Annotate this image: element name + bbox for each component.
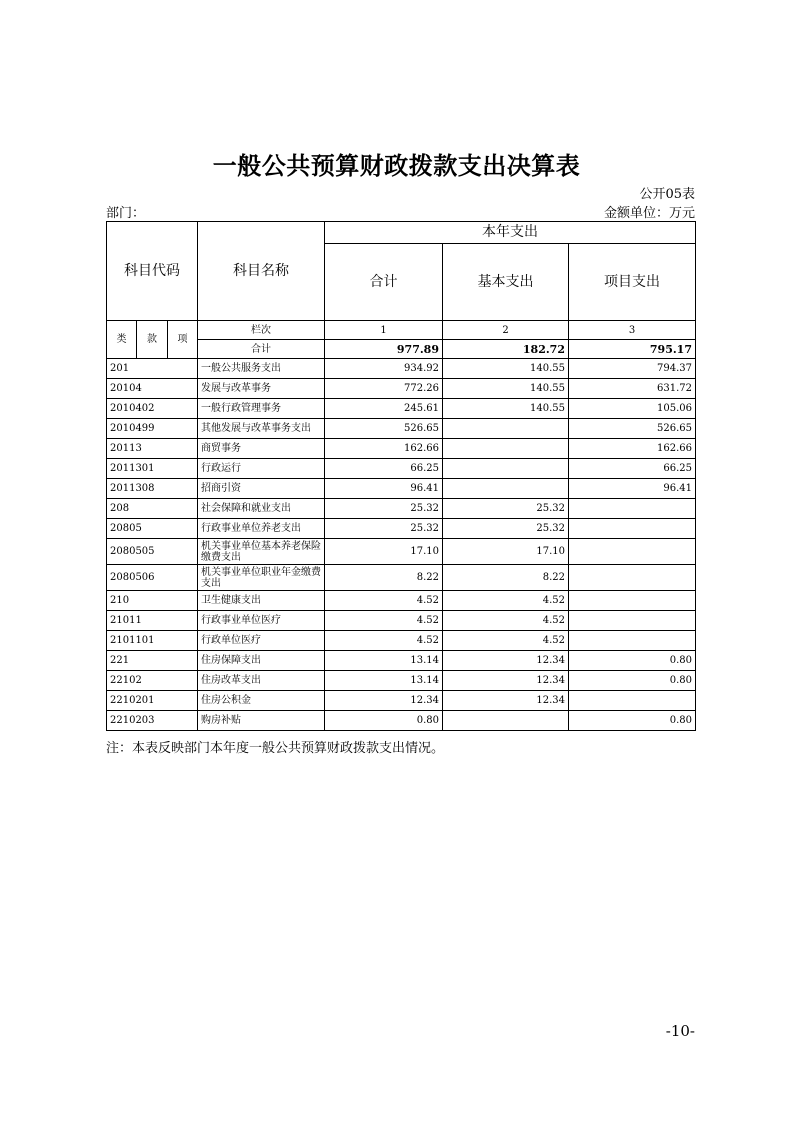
column-index-3: 3	[569, 321, 696, 340]
subject-name-cell: 行政事业单位养老支出	[198, 519, 325, 539]
subject-code-cell: 2080505	[107, 539, 198, 565]
department-label: 部门：	[106, 206, 146, 221]
table-row	[107, 459, 696, 479]
amount-unit-label: 金额单位：万元	[603, 206, 695, 221]
column-index-2: 2	[443, 321, 569, 340]
basic-expense-cell: 4.52	[443, 591, 569, 611]
table-row	[107, 439, 696, 459]
table-row	[107, 399, 696, 419]
table-row	[107, 651, 696, 671]
table-row	[107, 611, 696, 631]
subject-code-cell: 2010499	[107, 419, 198, 439]
basic-expense-cell: 12.34	[443, 651, 569, 671]
subject-code-cell: 2101101	[107, 631, 198, 651]
subject-code-cell: 2080506	[107, 565, 198, 591]
page-title: 一般公共预算财政拨款支出决算表	[212, 151, 581, 180]
budget-table	[106, 221, 696, 731]
project-expense-cell	[569, 519, 696, 539]
sum-basic-value: 182.72	[443, 340, 569, 359]
subject-code-cell: 208	[107, 499, 198, 519]
basic-expense-header: 基本支出	[443, 244, 569, 321]
subject-code-cell: 22102	[107, 671, 198, 691]
basic-expense-cell: 25.32	[443, 519, 569, 539]
subject-code-cell: 2010402	[107, 399, 198, 419]
subject-name-cell: 机关事业单位职业年金缴费支出	[198, 565, 325, 591]
table-row	[107, 539, 696, 565]
project-expense-cell: 66.25	[569, 459, 696, 479]
page-number: -10-	[665, 1022, 695, 1040]
total-cell: 526.65	[325, 419, 443, 439]
basic-expense-cell	[443, 711, 569, 731]
subject-code-cell: 2011308	[107, 479, 198, 499]
basic-expense-cell: 12.34	[443, 691, 569, 711]
table-row	[107, 479, 696, 499]
project-expense-cell: 162.66	[569, 439, 696, 459]
subject-code-cell: 2011301	[107, 459, 198, 479]
total-cell: 17.10	[325, 539, 443, 565]
total-cell: 12.34	[325, 691, 443, 711]
table-row	[107, 565, 696, 591]
basic-expense-cell	[443, 479, 569, 499]
table-row	[107, 379, 696, 399]
total-cell: 772.26	[325, 379, 443, 399]
total-cell: 13.14	[325, 651, 443, 671]
basic-expense-cell: 12.34	[443, 671, 569, 691]
sum-total-value: 977.89	[325, 340, 443, 359]
subject-name-cell: 卫生健康支出	[198, 591, 325, 611]
total-cell: 934.92	[325, 359, 443, 379]
subject-name-cell: 社会保障和就业支出	[198, 499, 325, 519]
basic-expense-cell: 140.55	[443, 359, 569, 379]
total-cell: 0.80	[325, 711, 443, 731]
project-expense-cell: 0.80	[569, 671, 696, 691]
subject-name-cell: 住房保障支出	[198, 651, 325, 671]
subject-name-cell: 其他发展与改革事务支出	[198, 419, 325, 439]
project-expense-cell	[569, 499, 696, 519]
lei-header: 类	[107, 321, 137, 359]
total-cell: 25.32	[325, 519, 443, 539]
project-expense-cell: 0.80	[569, 711, 696, 731]
subject-name-cell: 一般公共服务支出	[198, 359, 325, 379]
total-cell: 162.66	[325, 439, 443, 459]
total-cell: 4.52	[325, 611, 443, 631]
current-year-header: 本年支出	[325, 222, 696, 244]
basic-expense-cell	[443, 459, 569, 479]
project-expense-cell	[569, 539, 696, 565]
subject-name-cell: 商贸事务	[198, 439, 325, 459]
sum-row-label: 合计	[198, 340, 325, 359]
table-row	[107, 499, 696, 519]
total-cell: 4.52	[325, 631, 443, 651]
basic-expense-cell: 140.55	[443, 379, 569, 399]
subject-code-cell: 210	[107, 591, 198, 611]
subject-name-cell: 机关事业单位基本养老保险缴费支出	[198, 539, 325, 565]
project-expense-cell	[569, 591, 696, 611]
project-expense-cell: 0.80	[569, 651, 696, 671]
basic-expense-cell: 4.52	[443, 631, 569, 651]
basic-expense-cell: 4.52	[443, 611, 569, 631]
total-cell: 245.61	[325, 399, 443, 419]
subject-name-cell: 行政运行	[198, 459, 325, 479]
table-row	[107, 711, 696, 731]
table-note: 注：本表反映部门本年度一般公共预算财政拨款支出情况。	[106, 741, 445, 756]
subject-name-cell: 住房公积金	[198, 691, 325, 711]
total-cell: 4.52	[325, 591, 443, 611]
project-expense-cell	[569, 631, 696, 651]
subject-name-cell: 发展与改革事务	[198, 379, 325, 399]
basic-expense-cell	[443, 419, 569, 439]
project-expense-cell: 526.65	[569, 419, 696, 439]
subject-code-cell: 20113	[107, 439, 198, 459]
subject-code-cell: 221	[107, 651, 198, 671]
project-expense-cell	[569, 691, 696, 711]
subject-code-cell: 20805	[107, 519, 198, 539]
total-cell: 13.14	[325, 671, 443, 691]
subject-code-cell: 2210201	[107, 691, 198, 711]
subject-code-cell: 21011	[107, 611, 198, 631]
total-cell: 66.25	[325, 459, 443, 479]
kuan-header: 款	[137, 321, 168, 359]
subject-code-cell: 20104	[107, 379, 198, 399]
subject-name-cell: 行政事业单位医疗	[198, 611, 325, 631]
table-row	[107, 359, 696, 379]
basic-expense-cell: 17.10	[443, 539, 569, 565]
table-row	[107, 419, 696, 439]
table-row	[107, 631, 696, 651]
form-number: 公开05表	[639, 187, 695, 202]
project-expense-cell: 794.37	[569, 359, 696, 379]
subject-code-cell: 2210203	[107, 711, 198, 731]
basic-expense-cell	[443, 439, 569, 459]
table-row	[107, 671, 696, 691]
total-cell: 96.41	[325, 479, 443, 499]
project-expense-cell: 105.06	[569, 399, 696, 419]
table-row	[107, 591, 696, 611]
subject-code-header: 科目代码	[107, 222, 198, 321]
subject-name-header: 科目名称	[198, 222, 325, 321]
subject-name-cell: 行政单位医疗	[198, 631, 325, 651]
basic-expense-cell: 8.22	[443, 565, 569, 591]
total-cell: 25.32	[325, 499, 443, 519]
project-expense-cell: 631.72	[569, 379, 696, 399]
column-index-1: 1	[325, 321, 443, 340]
project-expense-cell: 96.41	[569, 479, 696, 499]
project-expense-header: 项目支出	[569, 244, 696, 321]
subject-name-cell: 一般行政管理事务	[198, 399, 325, 419]
subject-name-cell: 购房补贴	[198, 711, 325, 731]
basic-expense-cell: 25.32	[443, 499, 569, 519]
subject-name-cell: 住房改革支出	[198, 671, 325, 691]
basic-expense-cell: 140.55	[443, 399, 569, 419]
sum-project-value: 795.17	[569, 340, 696, 359]
xiang-header: 项	[168, 321, 198, 359]
table-row	[107, 691, 696, 711]
total-cell: 8.22	[325, 565, 443, 591]
column-index-label: 栏次	[198, 321, 325, 340]
subject-name-cell: 招商引资	[198, 479, 325, 499]
project-expense-cell	[569, 611, 696, 631]
project-expense-cell	[569, 565, 696, 591]
subject-code-cell: 201	[107, 359, 198, 379]
table-row	[107, 519, 696, 539]
total-header: 合计	[325, 244, 443, 321]
